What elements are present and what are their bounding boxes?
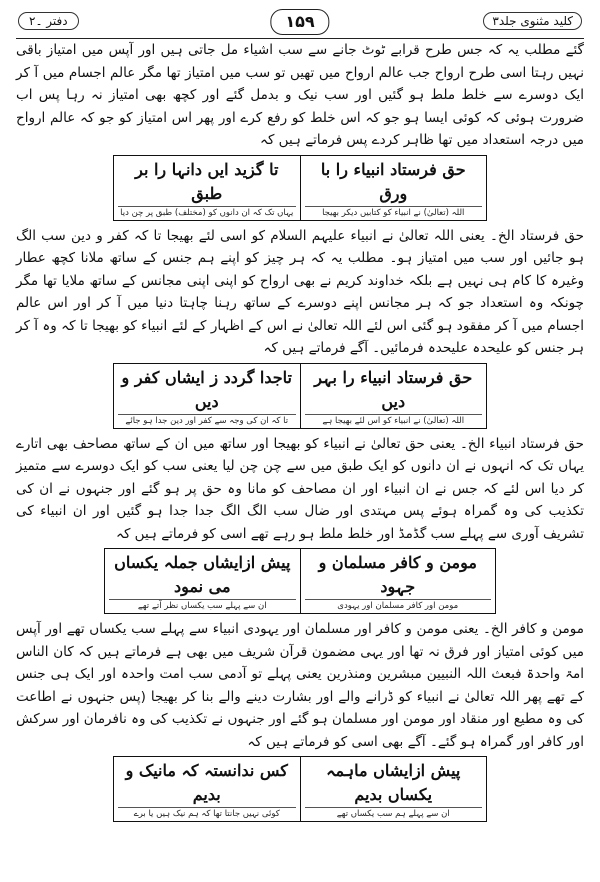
- couplet-4-left-verse: کس ندانستہ کہ مانیک و بدیم: [125, 761, 288, 804]
- couplet-3-right-verse: مومن و کافر مسلمان و جہود: [318, 553, 477, 596]
- page-header: [16, 8, 584, 39]
- couplet-2-right-verse: حق فرستاد انبیاء را بہر دیں: [314, 367, 473, 411]
- commentary-paragraph-1: گئے مطلب یہ کہ جس طرح قرابے ٹوٹ جانے سے سب اشیاء مل جاتی ہیں اور آپس میں امتیاز باقی نہیں رہتا اسی طرح ارواح جب عالم ارواح میں تھیں تو سب میں امتیاز تھا مگر عالم اجسام میں آ کر ایک دوسرے سے خلط ملط ہو گئیں اور سب نیک و بدمل گئے اور کچھ بھی امتیاز نہ رہا پس اب ضرورت ہوئی کہ کوئی ایسا ہو جو کہ اس خلط کو رفع کرے اور پھر اس امتیاز کو جو کہ عالم ارواح میں درجہ استعداد میں تھا ظاہر کردے پس فرماتے ہیں کہ: [16, 42, 584, 148]
- couplet-2: [113, 363, 487, 429]
- couplet-4: [113, 756, 487, 822]
- couplet-1-left-translation: یہاں تک کہ ان دانوں کو (مختلف) طبق پر چن دیا: [118, 206, 296, 219]
- couplet-2-left-hemistich: [114, 364, 301, 428]
- couplet-4-right-hemistich: [301, 757, 487, 821]
- commentary-paragraph-2: حق فرستاد الخ۔ یعنی اللہ تعالیٰ نے انبیاء علیہم السلام کو اسی لئے بھیجا تا کہ کفر و دین سب الگ ہو جائیں اور سب میں امتیاز ہو۔ مطلب یہ کہ ہر چیز کو اپنے ہم جنس کے ساتھ ملانا کچھ عطار وغیرہ کا کام ہی نہیں ہے بلکہ خداوند کریم نے بھی ارواح کو اپنی اپنی مجانس کے ساتھ ملایا تھا مگر چونکہ وہ استعداد جو کہ ہر مجانس اپنے دوسرے کے ساتھ رہنا چاہتا دنیا میں آ کر اور اس عالم اجسام میں آ کر مفقود ہو گئی اس لئے اللہ تعالیٰ نے اس کے اظہار کے لئے انبیاء کو بھیجا تا کہ وہ آ کر ہر جنس کو علیحدہ علیحدہ فرمائیں۔ آگے فرماتے ہیں کہ: [16, 227, 584, 356]
- couplet-3: [104, 548, 496, 614]
- book-title: کلید مثنوی جلد۳: [483, 12, 582, 30]
- couplet-4-right-translation: ان سے پہلے ہم سب یکساں تھے: [305, 807, 483, 820]
- couplet-3-left-hemistich: [105, 549, 301, 613]
- commentary-paragraph-3: حق فرستاد انبیاء الخ۔ یعنی حق تعالیٰ نے انبیاء کو بھیجا اور ساتھ میں ان کے ساتھ مصاحف بھی اتارے یہاں تک کہ انہوں نے ان دانوں کو ایک طبق میں سے چن چن لیا یعنی سب کو ایک دوسرے سے متمیز کر دیا اس لئے کہ جس نے ان انبیاء اور ان مصاحف کو مانا وہ حق پر ہو گئے اور جنہوں نے ان کی تکذیب کی وہ گمراہ ہوئے پس مہتدی اور ضال سب الگ الگ جدا جدا ہو گئیں اور ان انبیاء کی تشریف آوری سے پہلے سب گڈمڈ اور خلط ملط ہو رہے تھے اسی کو فرماتے ہیں کہ: [16, 435, 584, 542]
- couplet-3-right-translation: مومن اور کافر مسلمان اور یہودی: [305, 599, 492, 612]
- couplet-3-left-verse: پیش ازایشاں جملہ یکساں می نمود: [114, 553, 291, 596]
- page-number: ۱۵۹: [270, 9, 329, 35]
- couplet-2-left-verse: تاجدا گردد ز ایشاں کفر و دیں: [121, 367, 292, 411]
- couplet-3-left-translation: ان سے پہلے سب یکساں نظر آتے تھے: [109, 599, 296, 612]
- couplet-3-right-hemistich: [301, 549, 496, 613]
- volume-label: دفتر ۔۲: [18, 12, 79, 30]
- couplet-2-right-translation: اللہ (تعالیٰ) نے انبیاء کو اس لئے بھیجا ہے: [305, 414, 483, 427]
- couplet-2-right-hemistich: [301, 364, 487, 428]
- couplet-1: [113, 155, 487, 221]
- couplet-1-right-hemistich: [301, 156, 487, 220]
- couplet-1-right-translation: اللہ (تعالیٰ) نے انبیاء کو کتابیں دیکر بھیجا: [305, 206, 483, 219]
- couplet-4-right-verse: پیش ازایشاں ماہمہ یکساں بدیم: [326, 761, 461, 804]
- couplet-1-left-hemistich: [114, 156, 301, 220]
- couplet-1-left-verse: تا گزید ایں دانہا را بر طبق: [135, 159, 279, 203]
- commentary-paragraph-4: مومن و کافر الخ۔ یعنی مومن و کافر اور مسلمان اور یہودی انبیاء سے پہلے سب یکساں تھے اور آپس میں کوئی امتیاز اور فرق نہ تھا اور یہی مضمون قرآن شریف میں بھی ہے فرماتے ہیں کہ کان الناس امۃ واحدۃ فبعث اللہ النبیین مبشرین ومنذرین یعنی پہلے تو آدمی سب امت واحدہ اور ایک ہی جنس کے تھے پھر اللہ تعالیٰ نے انبیاء کو ڈرانے والے اور بشارت دینے والے بنا کر بھیجا (پس جنہوں نے اطاعت کی وہ مطیع اور منقاد اور مومن اور مسلمان ہو گئے اور جنہوں نے تکذیب کی وہ نافرمان اور سرکش اور کافر اور گمراہ ہو گئے۔ آگے بھی اسی کو فرماتے ہیں کہ: [16, 621, 584, 750]
- couplet-4-left-hemistich: [114, 757, 301, 821]
- couplet-2-left-translation: تا کہ ان کی وجہ سے کفر اور دین جدا ہو جائے: [118, 414, 296, 427]
- couplet-1-right-verse: حق فرستاد انبیاء را با ورق: [320, 159, 466, 203]
- couplet-4-left-translation: کوئی نہیں جانتا تھا کہ ہم نیک ہیں یا برے: [118, 807, 296, 820]
